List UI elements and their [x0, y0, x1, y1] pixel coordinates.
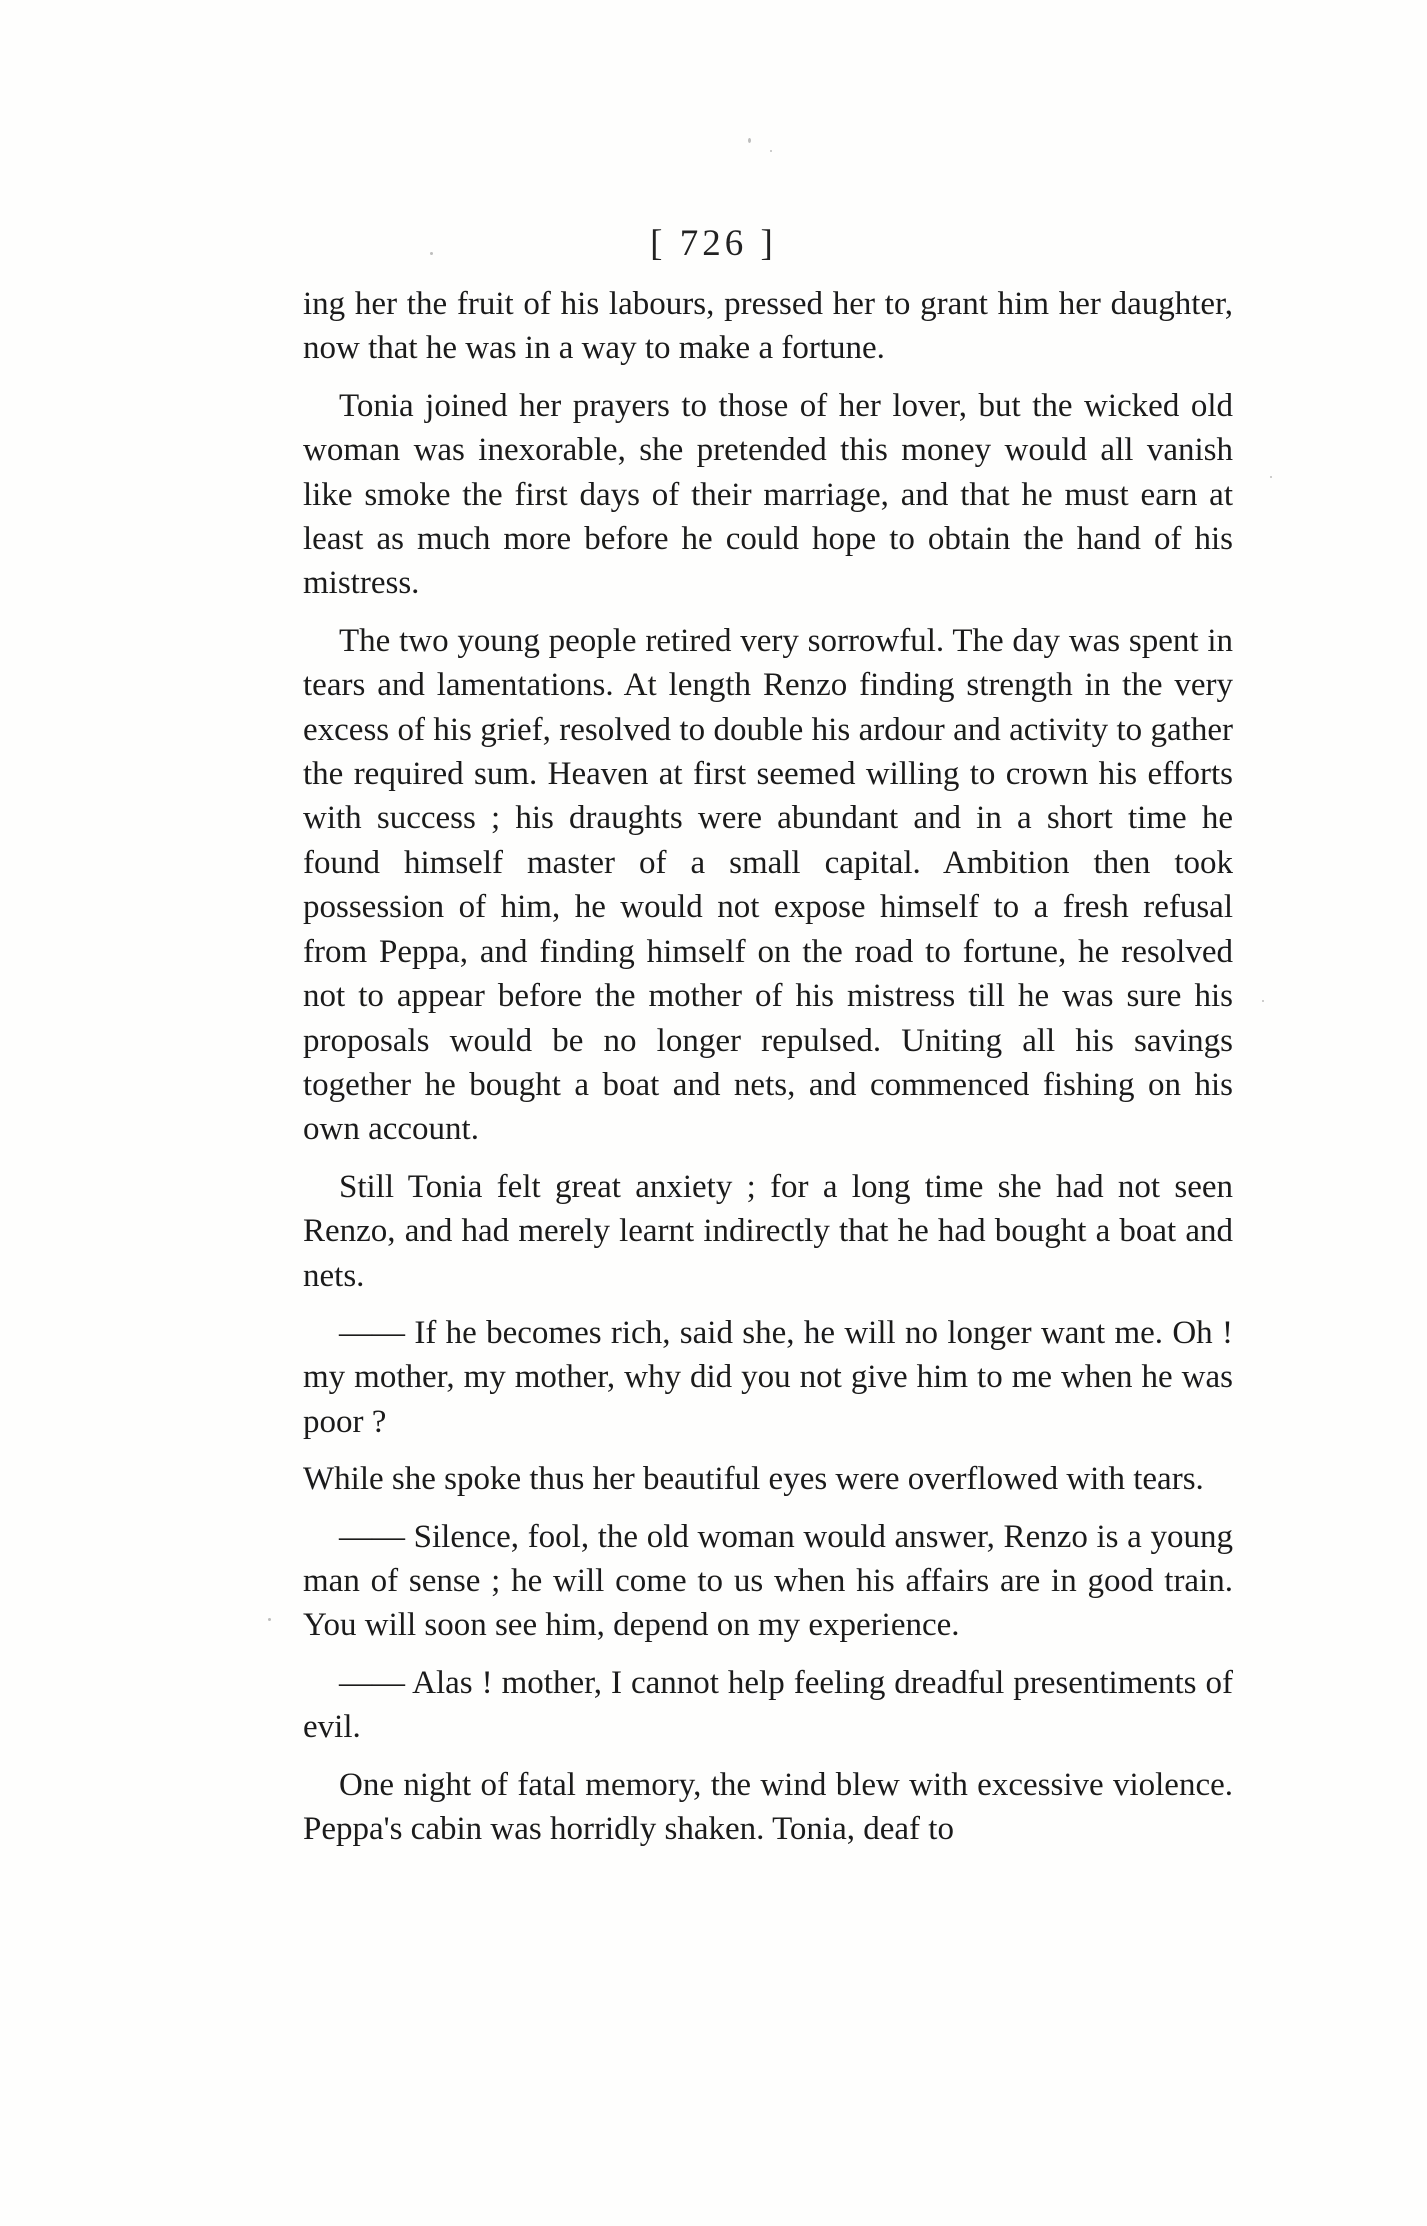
paragraph: —— Alas ! mother, I cannot help feeling dreadful presentiments of evil.	[303, 1664, 1233, 1746]
body-text	[303, 282, 1233, 1864]
paragraph: Tonia joined her prayers to those of her lover, but the wicked old woman was inexorable, she pretended this money would all vanish like smoke the first days of their marriage, and that he must earn at least as much more before he could hope to obtain the hand of his mistress.	[303, 387, 1233, 602]
paragraph: ing her the fruit of his labours, pressed her to grant him her daughter, now that he was in a way to make a fortune.	[303, 286, 1233, 367]
print-speck	[1270, 476, 1272, 478]
paragraph: —— If he becomes rich, said she, he will no longer want me. Oh ! my mother, my mother, why did you not give him to me when he was poor ?	[303, 1314, 1233, 1440]
paragraph: One night of fatal memory, the wind blew with excessive violence. Peppa's cabin was horridly shaken. Tonia, deaf to	[303, 1766, 1233, 1847]
print-speck	[770, 150, 772, 152]
paragraph: Still Tonia felt great anxiety ; for a long time she had not seen Renzo, and had merely learnt indirectly that he had bought a boat and nets.	[303, 1168, 1233, 1294]
print-speck	[268, 1618, 271, 1621]
paragraph: The two young people retired very sorrowful. The day was spent in tears and lamentations. At length Renzo finding strength in the very excess of his grief, resolved to double his ardour and activity to gather the required sum. Heaven at first seemed willing to crown his efforts with success ; his draughts were abundant and in a short time he found himself master of a small capital. Ambition then took possession of him, he would not expose himself to a fresh refusal from Peppa, and finding himself on the road to fortune, he resolved not to appear before the mother of his mistress till he was sure his proposals would be no longer repulsed. Uniting all his savings together he bought a boat and nets, and commenced fishing on his own account.	[303, 622, 1233, 1148]
page-number-header: [ 726 ]	[650, 223, 777, 264]
paragraph: While she spoke thus her beautiful eyes were overflowed with tears.	[303, 1461, 1204, 1498]
print-speck	[748, 138, 751, 143]
print-speck	[1262, 1000, 1264, 1002]
paragraph: —— Silence, fool, the old woman would answer, Renzo is a young man of sense ; he will come to us when his affairs are in good train. You will soon see him, depend on my experience.	[303, 1518, 1233, 1644]
